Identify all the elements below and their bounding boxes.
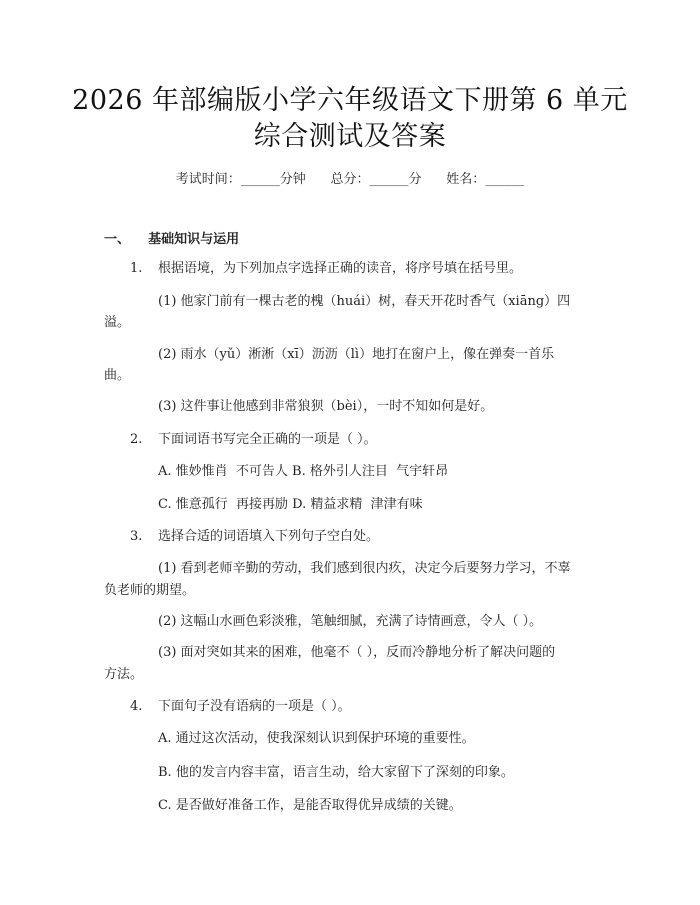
question-item-continuation: 负老师的期望。	[104, 583, 196, 598]
exam-info-line: 考试时间：______分钟 总分：______分 姓名：______	[175, 172, 525, 187]
document-title-line-2: 综合测试及答案	[253, 121, 447, 152]
section-heading: 一、 基础知识与运用	[104, 232, 240, 247]
question-item: (3) 这件事让他感到非常狼狈（bèi），一时不知如何是好。	[158, 399, 494, 414]
answer-options: C. 惟意孤行 再接再励 D. 精益求精 津津有味	[158, 497, 423, 512]
answer-option: C. 是否做好准备工作，是能否取得优异成绩的关键。	[158, 798, 462, 813]
document-title-line-1: 2026 年部编版小学六年级语文下册第 6 单元	[72, 85, 628, 116]
question-stem: 下面句子没有语病的一项是（ ）。	[158, 699, 351, 714]
answer-option: A. 通过这次活动，使我深刻认识到保护环境的重要性。	[158, 731, 475, 746]
question-item-continuation: 方法。	[104, 667, 144, 682]
answer-options: A. 惟妙惟肖 不可告人 B. 格外引人注目 气宇轩昂	[158, 464, 449, 479]
question-item: (3) 面对突如其来的困难，他毫不（ ），反而冷静地分析了解决问题的	[158, 645, 556, 660]
question-stem: 选择合适的词语填入下列句子空白处。	[158, 529, 380, 544]
question-number: 1.	[130, 261, 143, 276]
question-item: (2) 雨水（yǔ）淅淅（xī）沥沥（lì）地打在窗户上，像在弹奏一首乐	[158, 347, 555, 362]
question-item: (1) 他家门前有一棵古老的槐（huái）树，春天开花时香气（xiāng）四	[158, 294, 571, 309]
question-number: 4.	[130, 699, 143, 714]
question-stem: 根据语境，为下列加点字选择正确的读音，将序号填在括号里。	[158, 261, 523, 276]
question-stem: 下面词语书写完全正确的一项是（ ）。	[158, 432, 377, 447]
question-number: 2.	[130, 432, 143, 447]
question-item-continuation: 曲。	[104, 368, 131, 383]
answer-option: B. 他的发言内容丰富，语言生动，给大家留下了深刻的印象。	[158, 765, 514, 780]
question-item: (2) 这幅山水画色彩淡雅，笔触细腻，充满了诗情画意，令人（ ）。	[158, 614, 543, 629]
question-item-continuation: 溢。	[104, 315, 131, 330]
question-item: (1) 看到老师辛勤的劳动，我们感到很内疚，决定今后要努力学习，不辜	[158, 561, 571, 576]
question-number: 3.	[130, 529, 143, 544]
